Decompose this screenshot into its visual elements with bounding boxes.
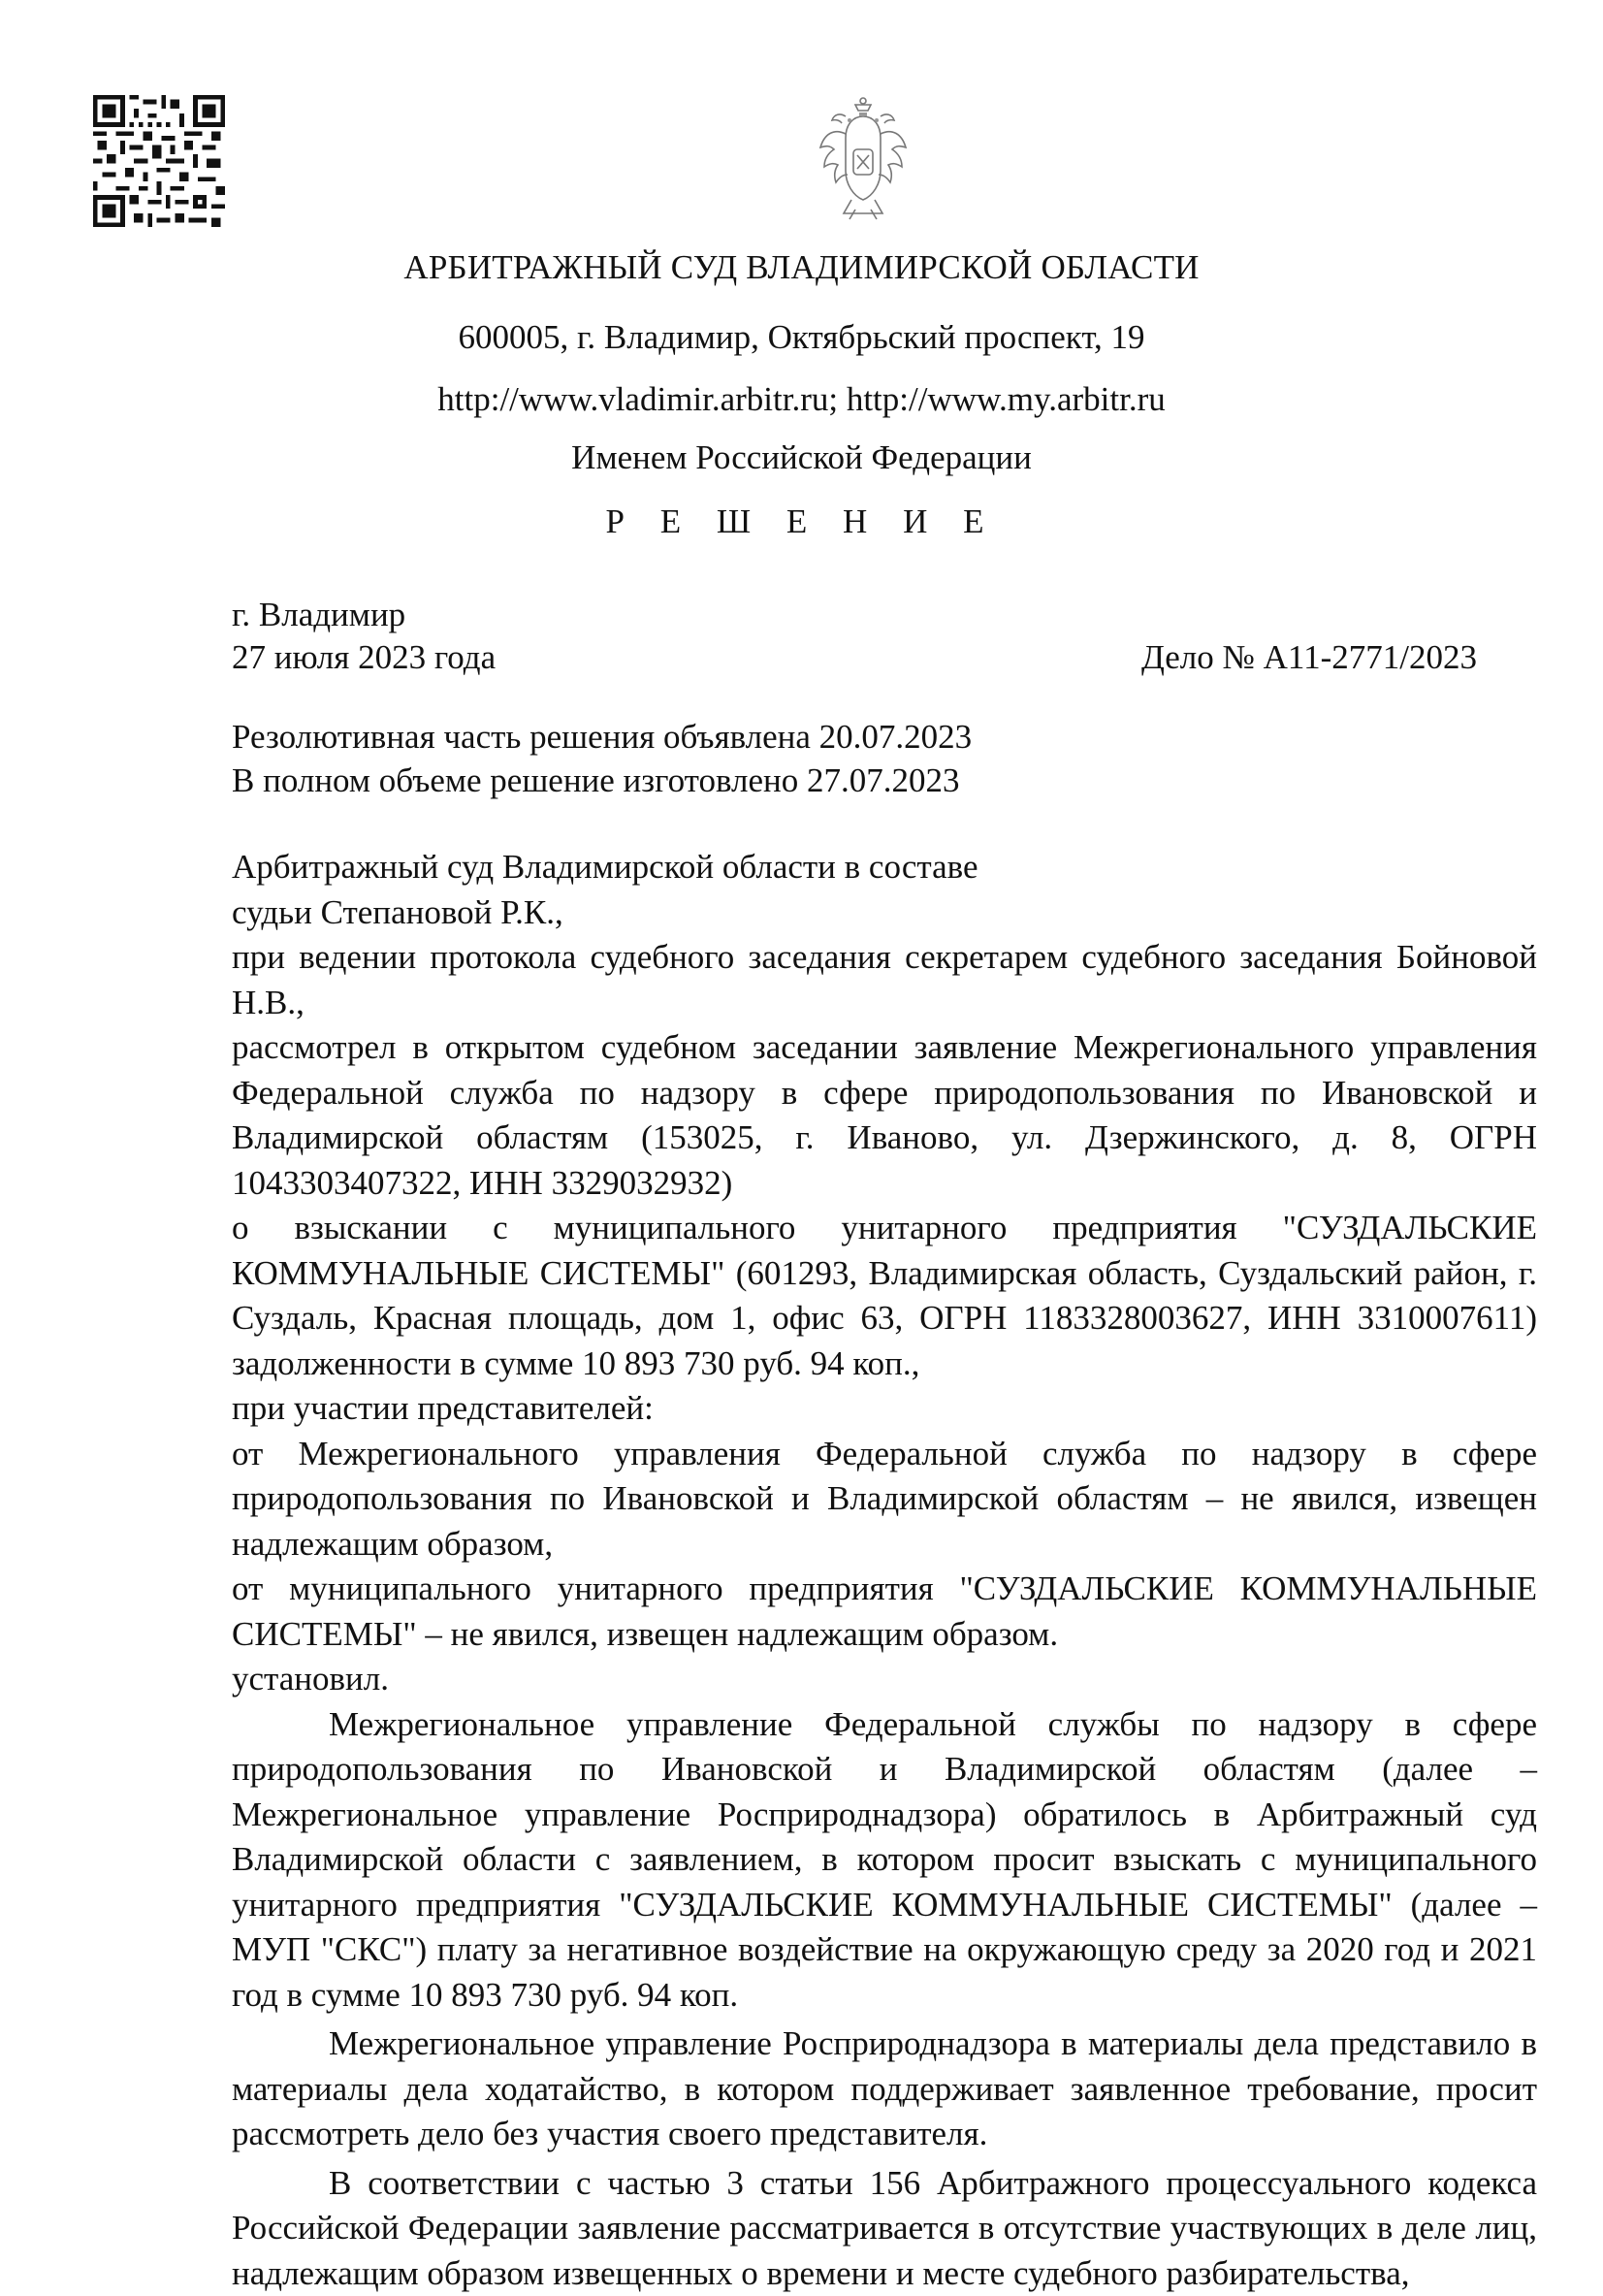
court-address: 600005, г. Владимир, Октябрьский проспект, 19 — [0, 318, 1603, 357]
in-the-name-line: Именем Российской Федерации — [0, 438, 1603, 477]
paragraph: В соответствии с частью 3 статьи 156 Арбитражного процессуального кодекса Российской Федерации заявление рассматривается в отсутствие участвующих в деле лиц, надлежащим образом извещенных о времени и месте судебного разбирательства, — [232, 2161, 1537, 2296]
city: г. Владимир — [232, 596, 405, 634]
paragraph: судьи Степановой Р.К., — [232, 890, 1537, 936]
court-websites: http://www.vladimir.arbitr.ru; http://www.my.arbitr.ru — [0, 380, 1603, 419]
operative-part-date: Резолютивная часть решения объявлена 20.07.2023 — [232, 718, 972, 757]
paragraph: Межрегиональное управление Росприроднадзора в материалы дела представило в материалы дела ходатайство, в котором поддерживает заявленное требование, просит рассмотреть дело без участия своего представителя. — [232, 2021, 1537, 2157]
case-number: Дело № А11-2771/2023 — [1141, 638, 1477, 677]
decision-date: 27 июля 2023 года — [232, 638, 496, 677]
paragraph: Межрегиональное управление Федеральной службы по надзору в сфере природопользования по Ивановской и Владимирской областям (далее – Межрегиональное управление Росприроднадзора) обратилось в Арбитражный суд Владимирской области с заявлением, в котором просит взыскать с муниципального унитарного предприятия "СУЗДАЛЬСКИЕ КОММУНАЛЬНЫЕ СИСТЕМЫ" (далее – МУП "СКС") плату за негативное воздействие на окружающую среду за 2020 год и 2021 год в сумме 10 893 730 руб. 94 коп. — [232, 1702, 1537, 2019]
paragraph: при участии представителей: — [232, 1386, 1537, 1432]
paragraph: Арбитражный суд Владимирской области в составе — [232, 845, 1537, 890]
paragraph: рассмотрел в открытом судебном заседании заявление Межрегионального управления Федеральной служба по надзору в сфере природопользования по Ивановской и Владимирской областям (153025, г. Иваново, ул. Дзержинского, д. 8, ОГРН 1043303407322, ИНН 3329032932) — [232, 1025, 1537, 1206]
paragraph: от муниципального унитарного предприятия "СУЗДАЛЬСКИЕ КОММУНАЛЬНЫЕ СИСТЕМЫ" – не явился, извещен надлежащим образом. — [232, 1567, 1537, 1657]
document-title: Р Е Ш Е Н И Е — [0, 502, 1603, 541]
qr-code-icon — [93, 95, 225, 227]
coat-of-arms-icon — [817, 95, 910, 223]
full-decision-date: В полном объеме решение изготовлено 27.07.2023 — [232, 761, 960, 800]
paragraph: при ведении протокола судебного заседания секретарем судебного заседания Бойновой Н.В., — [232, 935, 1537, 1025]
court-name: АРБИТРАЖНЫЙ СУД ВЛАДИМИРСКОЙ ОБЛАСТИ — [0, 248, 1603, 287]
decision-body — [232, 845, 1537, 2296]
paragraph: установил. — [232, 1657, 1537, 1702]
paragraph: от Межрегионального управления Федеральной служба по надзору в сфере природопользования по Ивановской и Владимирской областям – не явился, извещен надлежащим образом, — [232, 1432, 1537, 1568]
paragraph: о взыскании с муниципального унитарного предприятия "СУЗДАЛЬСКИЕ КОММУНАЛЬНЫЕ СИСТЕМЫ" (601293, Владимирская область, Суздальский район, г. Суздаль, Красная площадь, дом 1, офис 63, ОГРН 1183328003627, ИНН 3310007611) задолженности в сумме 10 893 730 руб. 94 коп., — [232, 1206, 1537, 1386]
